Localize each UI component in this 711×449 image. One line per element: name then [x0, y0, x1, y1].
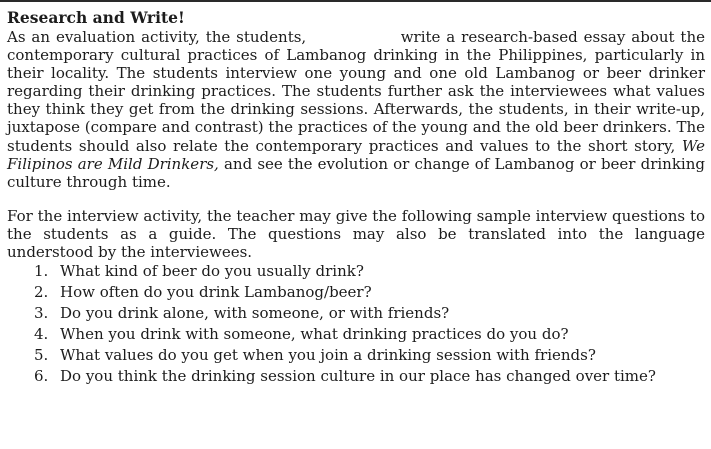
- list-item: [34, 303, 705, 324]
- list-item: [34, 324, 705, 345]
- interview-questions-list: [7, 261, 705, 387]
- instructions-paragraph: [7, 28, 710, 191]
- instructions-text-part1: As an evaluation activity, the students, write a research-based essay about the contemporary cultural practices of Lambanog drinking in the Philippines, particularly in their locality. The students interview one young and one old Lambanog or beer drinker regarding their drinking practices. The students further ask the interviewees what values they think they get from the drinking sessions. Afterwards, the students, in their write-up, juxtapose (compare and contrast) the practices of the young and the old beer drinkers. The students should also relate the contemporary practices and values to the short story,: [7, 28, 710, 155]
- list-item: [34, 261, 705, 282]
- list-item-number: 1.: [34, 262, 49, 281]
- list-item-text: What kind of beer do you usually drink?: [60, 262, 364, 281]
- story-title: We Filipinos are Mild Drinkers,: [7, 136, 710, 173]
- list-item-text: What values do you get when you join a drinking session with friends?: [60, 346, 596, 365]
- list-item-text: When you drink with someone, what drinking practices do you do?: [60, 325, 569, 344]
- list-item: [34, 345, 705, 366]
- interview-intro-paragraph: For the interview activity, the teacher may give the following sample interview questions to the students as a guide. The questions may also be translated into the language understood by the interviewees.: [7, 206, 705, 262]
- paragraph-spacer: [7, 191, 705, 207]
- list-item-text: How often do you drink Lambanog/beer?: [60, 283, 372, 302]
- list-item-number: 4.: [34, 325, 49, 344]
- list-item-number: 2.: [34, 283, 49, 302]
- list-item: [34, 366, 705, 387]
- document-content: [7, 8, 710, 387]
- instructions-text-part2: and see the evolution or change of Lambanog or beer drinking culture through time.: [7, 154, 710, 191]
- top-border-line: [0, 0, 711, 2]
- list-item-number: 6.: [34, 367, 49, 386]
- list-item-number: 5.: [34, 346, 49, 365]
- list-item-text: Do you drink alone, with someone, or with friends?: [60, 304, 450, 323]
- list-item-text: Do you think the drinking session culture in our place has changed over time?: [60, 367, 656, 386]
- list-item: [34, 282, 705, 303]
- section-title: Research and Write!: [7, 8, 185, 27]
- list-item-number: 3.: [34, 304, 49, 323]
